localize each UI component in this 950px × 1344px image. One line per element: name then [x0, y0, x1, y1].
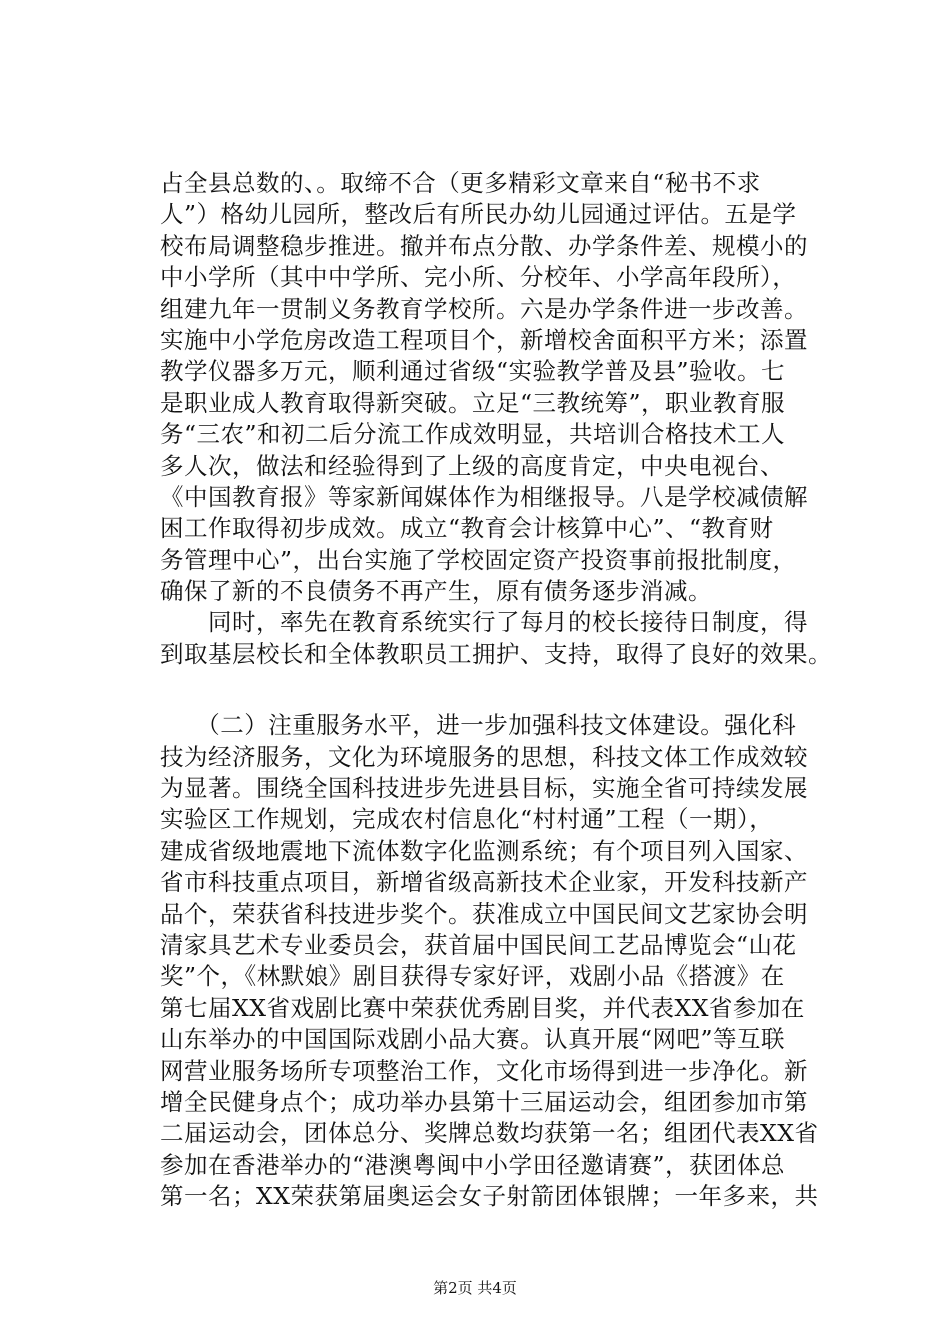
text-line: 是职业成人教育取得新突破。立足“三教统筹”，职业教育服 — [160, 388, 786, 417]
text-line: 增全民健身点个；成功举办县第十三届运动会，组团参加市第 — [160, 1087, 808, 1116]
text-line: 网营业服务场所专项整治工作，文化市场得到进一步净化。新 — [160, 1056, 808, 1085]
text-line: 到取基层校长和全体教职员工拥护、支持，取得了良好的效果。 — [160, 639, 832, 668]
text-line: 第一名；XX荣获第届奥运会女子射箭团体银牌；一年多来，共 — [160, 1182, 819, 1211]
text-line: 校布局调整稳步推进。撤并布点分散、办学条件差、规模小的 — [160, 231, 808, 260]
text-line: 建成省级地震地下流体数字化监测系统；有个项目列入国家、 — [160, 836, 808, 865]
text-line: 奖”个，《林默娘》剧目获得专家好评，戏剧小品《搭渡》在 — [160, 962, 785, 991]
text-line: 同时，率先在教育系统实行了每月的校长接待日制度，得 — [160, 608, 808, 637]
paragraph-3 — [160, 710, 860, 1212]
text-line: 第七届XX省戏剧比赛中荣获优秀剧目奖，并代表XX省参加在 — [160, 993, 805, 1022]
text-line: 确保了新的不良债务不再产生，原有债务逐步消减。 — [160, 577, 712, 606]
text-line: 参加在香港举办的“港澳粤闽中小学田径邀请赛”，获团体总 — [160, 1150, 786, 1179]
text-line: 组建九年一贯制义务教育学校所。六是办学条件进一步改善。 — [160, 294, 808, 323]
page-number-footer: 第2页 共4页 — [433, 1279, 517, 1297]
text-line: 山东举办的中国国际戏剧小品大赛。认真开展“网吧”等互联 — [160, 1025, 786, 1054]
text-line: 多人次，做法和经验得到了上级的高度肯定，中央电视台、 — [160, 451, 784, 480]
text-line: 教学仪器多万元，顺利通过省级“实验教学普及县”验收。七 — [160, 357, 786, 386]
paragraph-spacer — [160, 670, 860, 710]
text-line: 占全县总数的、。取缔不合（更多精彩文章来自“秘书不求 — [160, 169, 761, 197]
text-line: 中小学所（其中中学所、完小所、分校年、小学高年段所）， — [160, 263, 797, 292]
text-line: 省市科技重点项目，新增省级高新技术企业家，开发科技新产 — [160, 868, 808, 897]
text-line: 务管理中心”，出台实施了学校固定资产投资事前报批制度， — [160, 545, 797, 574]
text-line: 二届运动会，团体总分、奖牌总数均获第一名；组团代表XX省 — [160, 1119, 819, 1148]
text-line: 困工作取得初步成效。成立“教育会计核算中心”、“教育财 — [160, 514, 774, 543]
text-line: 务“三农”和初二后分流工作成效明显，共培训合格技术工人 — [160, 420, 786, 449]
text-line: 《中国教育报》等家新闻媒体作为相继报导。八是学校减债解 — [160, 482, 808, 511]
text-line: 清家具艺术专业委员会，获首届中国民间工艺品博览会“山花 — [160, 930, 797, 959]
paragraph-2 — [160, 607, 860, 670]
text-line: 技为经济服务，文化为环境服务的思想，科技文体工作成效较 — [160, 742, 808, 771]
text-line: 品个，荣获省科技进步奖个。获准成立中国民间文艺家协会明 — [160, 899, 808, 928]
text-line: 人”）格幼儿园所，整改后有所民办幼儿园通过评估。五是学 — [160, 200, 797, 229]
paragraph-1 — [160, 168, 860, 607]
text-line: 为显著。围绕全国科技进步先进县目标，实施全省可持续发展 — [160, 774, 808, 803]
text-line: （二）注重服务水平，进一步加强科技文体建设。强化科 — [160, 711, 797, 740]
text-line: 实验区工作规划，完成农村信息化“村村通”工程（一期）， — [160, 805, 774, 834]
document-body — [160, 168, 860, 1213]
text-line: 实施中小学危房改造工程项目个，新增校舍面积平方米；添置 — [160, 325, 808, 354]
